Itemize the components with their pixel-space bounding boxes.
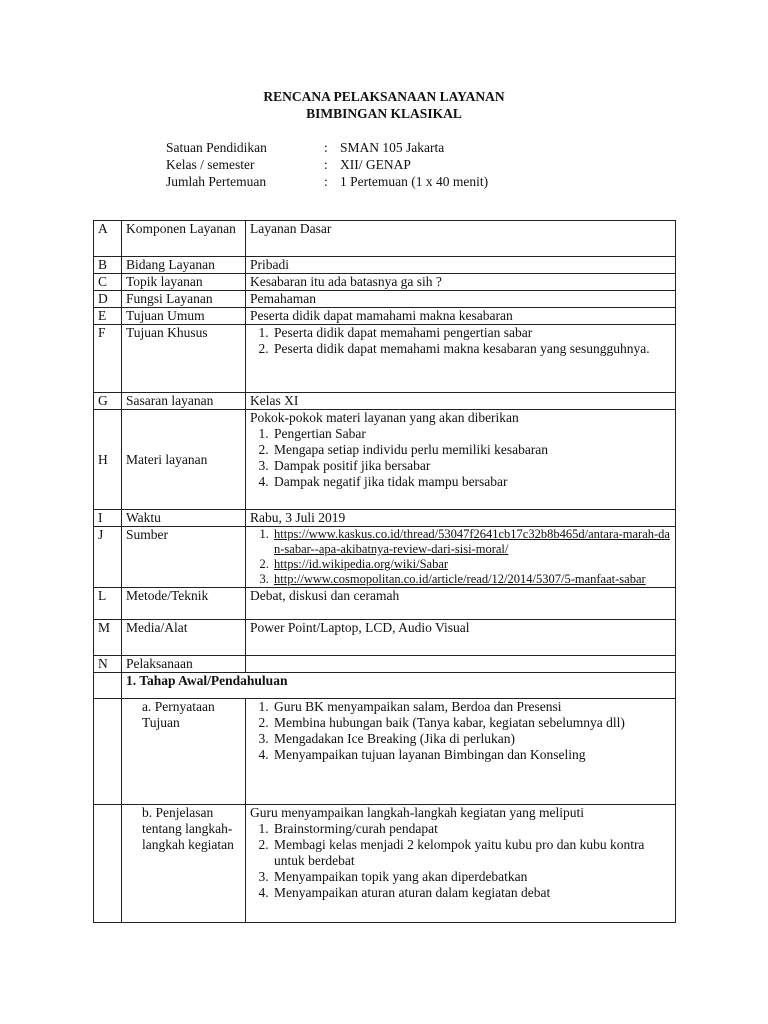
row-code: F [94, 325, 122, 393]
document-subtitle: BIMBINGAN KLASIKAL [306, 106, 462, 121]
table-row [94, 510, 676, 527]
row-code: J [94, 527, 122, 588]
row-label: Tujuan Umum [122, 308, 246, 325]
info-value: SMAN 105 Jakarta [340, 140, 445, 155]
stage-b-intro: Guru menyampaikan langkah-langkah kegiatan yang meliputi [250, 805, 585, 820]
row-value [246, 527, 676, 588]
table-row [94, 308, 676, 325]
row-value: Power Point/Laptop, LCD, Audio Visual [246, 620, 676, 656]
row-value: Kelas XI [246, 393, 676, 410]
list-item: 1. Guru BK menyampaikan salam, Berdoa dan Presensi [272, 699, 671, 715]
materi-list [250, 426, 671, 490]
list-item [272, 572, 671, 587]
row-label: Media/Alat [122, 620, 246, 656]
table-row [94, 410, 676, 510]
info-row [166, 173, 586, 190]
info-row [166, 139, 586, 156]
row-label: Sumber [122, 527, 246, 588]
stage-label: a. Pernyataan Tujuan [122, 699, 246, 805]
list-item: 2. Peserta didik dapat memahami makna kesabaran yang sesungguhnya. [272, 341, 671, 357]
row-value [246, 410, 676, 510]
list-item: 3. Mengadakan Ice Breaking (Jika di perlukan) [272, 731, 671, 747]
list-item: 3. Menyampaikan topik yang akan diperdebatkan [272, 869, 671, 885]
row-label: Metode/Teknik [122, 588, 246, 620]
row-value: Debat, diskusi dan ceramah [246, 588, 676, 620]
row-code: B [94, 257, 122, 274]
row-label: Tujuan Khusus [122, 325, 246, 393]
row-code: D [94, 291, 122, 308]
list-item: 2. Mengapa setiap individu perlu memiliki kesabaran [272, 442, 671, 458]
info-value: 1 Pertemuan (1 x 40 menit) [340, 174, 489, 189]
row-label: Sasaran layanan [122, 393, 246, 410]
info-separator: : [324, 157, 328, 172]
list-item: 4. Dampak negatif jika tidak mampu bersabar [272, 474, 671, 490]
document-title: RENCANA PELAKSANAAN LAYANAN [263, 89, 505, 104]
row-value [246, 656, 676, 673]
plan-table [93, 220, 676, 923]
table-row [94, 291, 676, 308]
table-row [94, 699, 676, 805]
info-separator: : [324, 174, 328, 189]
row-label: Komponen Layanan [122, 221, 246, 257]
row-value: Peserta didik dapat mamahami makna kesabaran [246, 308, 676, 325]
row-value: Rabu, 3 Juli 2019 [246, 510, 676, 527]
list-item: 4. Menyampaikan aturan aturan dalam kegiatan debat [272, 885, 671, 901]
row-value: Kesabaran itu ada batasnya ga sih ? [246, 274, 676, 291]
source-link[interactable]: https://id.wikipedia.org/wiki/Sabar [274, 557, 449, 571]
list-item [272, 527, 671, 557]
table-row [94, 274, 676, 291]
table-row [94, 393, 676, 410]
stage-heading: 1. Tahap Awal/Pendahuluan [122, 673, 676, 699]
row-value: Pribadi [246, 257, 676, 274]
stage-label: b. Penjelasan tentang langkah-langkah kegiatan [122, 805, 246, 923]
row-label: Bidang Layanan [122, 257, 246, 274]
row-code [94, 699, 122, 805]
row-value: Pemahaman [246, 291, 676, 308]
row-code: N [94, 656, 122, 673]
materi-intro: Pokok-pokok materi layanan yang akan diberikan [250, 410, 519, 425]
row-code: G [94, 393, 122, 410]
row-code [94, 673, 122, 699]
row-code: L [94, 588, 122, 620]
table-row [94, 673, 676, 699]
objective-list [250, 325, 671, 357]
list-item: 2. Membagi kelas menjadi 2 kelompok yaitu kubu pro dan kubu kontra untuk berdebat [272, 837, 671, 869]
row-label: Waktu [122, 510, 246, 527]
table-row [94, 221, 676, 257]
row-label: Fungsi Layanan [122, 291, 246, 308]
source-list [250, 527, 671, 587]
info-row [166, 156, 586, 173]
row-code [94, 805, 122, 923]
list-item [272, 557, 671, 572]
row-code: I [94, 510, 122, 527]
list-item: 3. Dampak positif jika bersabar [272, 458, 671, 474]
table-row [94, 805, 676, 923]
list-item: 1. Peserta didik dapat memahami pengertian sabar [272, 325, 671, 341]
list-item: 4. Menyampaikan tujuan layanan Bimbingan dan Konseling [272, 747, 671, 763]
table-row [94, 620, 676, 656]
stage-b-list [250, 821, 671, 901]
stage-a-list [250, 699, 671, 763]
row-code: A [94, 221, 122, 257]
row-label: Topik layanan [122, 274, 246, 291]
row-code: C [94, 274, 122, 291]
row-value: Layanan Dasar [246, 221, 676, 257]
table-row [94, 325, 676, 393]
list-item: 1. Pengertian Sabar [272, 426, 671, 442]
row-label: Pelaksanaan [122, 656, 246, 673]
table-row [94, 588, 676, 620]
table-row [94, 257, 676, 274]
row-label: Materi layanan [122, 410, 246, 510]
info-block [166, 139, 586, 190]
row-value [246, 805, 676, 923]
info-value: XII/ GENAP [340, 157, 411, 172]
info-label: Satuan Pendidikan [166, 140, 267, 155]
row-value [246, 325, 676, 393]
source-link[interactable]: http://www.cosmopolitan.co.id/article/read/12/2014/5307/5-manfaat-sabar [274, 572, 646, 586]
list-item: 1. Brainstorming/curah pendapat [272, 821, 671, 837]
info-label: Kelas / semester [166, 157, 255, 172]
row-code: M [94, 620, 122, 656]
row-value [246, 699, 676, 805]
source-link[interactable]: https://www.kaskus.co.id/thread/53047f2641cb17c32b8b465d/antara-marah-dan-sabar--apa-akibatnya-review-dari-sisi-moral/ [274, 527, 670, 556]
row-code: H [94, 410, 122, 510]
table-row [94, 527, 676, 588]
list-item: 2. Membina hubungan baik (Tanya kabar, kegiatan sebelumnya dll) [272, 715, 671, 731]
info-label: Jumlah Pertemuan [166, 174, 267, 189]
row-code: E [94, 308, 122, 325]
table-row [94, 656, 676, 673]
info-separator: : [324, 140, 328, 155]
